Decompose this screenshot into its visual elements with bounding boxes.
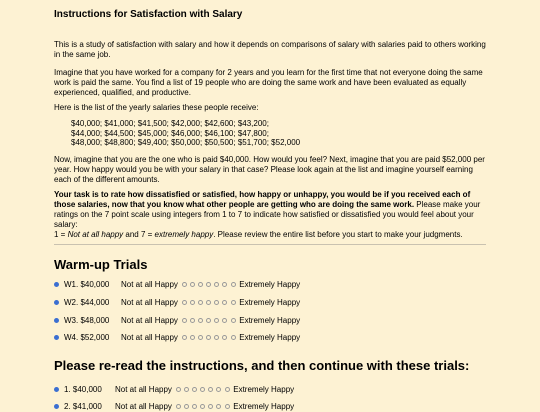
scale-low-label: Not at all Happy [121, 297, 178, 307]
rating-radio-4[interactable] [206, 335, 211, 340]
scale-high-label: Extremely Happy [239, 297, 301, 307]
trial-row [54, 331, 300, 343]
task-bold-text: Your task is to rate how dissatisfied or satisfied, how happy or unhappy, you would be if you received each of those salaries, now that you know what other people are getting who are doing the same work. [54, 190, 471, 209]
rating-radio-3[interactable] [198, 335, 203, 340]
rating-radio-5[interactable] [208, 387, 213, 392]
rating-radio-7[interactable] [231, 318, 236, 323]
rating-radio-1[interactable] [176, 404, 181, 409]
bullet-icon [54, 282, 59, 287]
rating-scale [174, 387, 231, 392]
salary-list [71, 119, 300, 148]
rating-radio-6[interactable] [222, 300, 227, 305]
trial-label: W2. $44,000 [64, 297, 110, 307]
trial-row [54, 400, 294, 412]
scenario-paragraph: Imagine that you have worked for a company for 2 years and you learn for the first time that not everyone doing the same work is paid the same. You find a list of 19 people who are doing the same work and have been evaluated as equally experienced, qualified, and productive. [54, 68, 483, 97]
divider [54, 244, 486, 245]
warmup-heading: Warm-up Trials [54, 257, 148, 272]
rating-radio-7[interactable] [225, 404, 230, 409]
salary-line: $40,000; $41,000; $41,500; $42,000; $42,600; $43,200; [71, 119, 269, 128]
scale-low-label: Not at all Happy [115, 401, 172, 411]
rating-radio-2[interactable] [190, 282, 195, 287]
task-rest-text: Please make your ratings on the 7 point scale using integers from 1 to 7 to indicate how satisfied or dissatisfied you would feel about your salary: [54, 200, 481, 229]
imagine-paragraph: Now, imagine that you are the one who is paid $40,000. How would you feel? Next, imagine that you are paid $52,000 per year. How happy would you be with your salary in that case? Please look again at the list and imagine yourself earning each of the different amounts. [54, 155, 485, 184]
rating-radio-6[interactable] [222, 282, 227, 287]
trial-row [54, 296, 300, 308]
trial-row [54, 278, 300, 290]
rating-radio-4[interactable] [206, 318, 211, 323]
scale-high-label: Extremely Happy [239, 332, 301, 342]
trial-label: W4. $52,000 [64, 332, 110, 342]
rating-radio-4[interactable] [200, 387, 205, 392]
rating-radio-4[interactable] [206, 282, 211, 287]
rating-radio-7[interactable] [231, 335, 236, 340]
scale-high-label: Extremely Happy [239, 315, 301, 325]
scale-high-label: Extremely Happy [239, 279, 301, 289]
rating-radio-2[interactable] [190, 300, 195, 305]
rating-radio-3[interactable] [198, 300, 203, 305]
rating-radio-3[interactable] [198, 282, 203, 287]
rating-radio-2[interactable] [190, 335, 195, 340]
rating-radio-3[interactable] [192, 404, 197, 409]
task-paragraph [54, 190, 486, 240]
trial-label: 1. $40,000 [64, 384, 102, 394]
rating-radio-7[interactable] [225, 387, 230, 392]
rating-radio-5[interactable] [214, 300, 219, 305]
bullet-icon [54, 318, 59, 323]
rating-radio-6[interactable] [216, 387, 221, 392]
rating-radio-1[interactable] [182, 335, 187, 340]
list-intro: Here is the list of the yearly salaries these people receive: [54, 103, 259, 112]
rating-radio-5[interactable] [214, 335, 219, 340]
salary-line: $44,000; $44,500; $45,000; $46,000; $46,100; $47,800; [71, 128, 269, 138]
salary-line: $48,000; $48,800; $49,400; $50,000; $50,500; $51,700; $52,000 [71, 138, 301, 147]
trial-label: W1. $40,000 [64, 279, 110, 289]
rating-radio-2[interactable] [184, 404, 189, 409]
scale-mid: and 7 = [123, 230, 155, 239]
rating-radio-1[interactable] [182, 282, 187, 287]
trial-label: 2. $41,000 [64, 401, 102, 411]
rating-radio-7[interactable] [231, 300, 236, 305]
trial-row [54, 383, 294, 395]
rating-radio-6[interactable] [216, 404, 221, 409]
rating-radio-2[interactable] [190, 318, 195, 323]
scale-high-label: Extremely Happy [233, 401, 295, 411]
rating-radio-5[interactable] [208, 404, 213, 409]
rating-radio-1[interactable] [182, 300, 187, 305]
bullet-icon [54, 387, 59, 392]
rating-scale [180, 300, 237, 305]
rating-radio-1[interactable] [176, 387, 181, 392]
rating-radio-3[interactable] [198, 318, 203, 323]
rating-radio-5[interactable] [214, 318, 219, 323]
trial-row [54, 314, 300, 326]
rating-radio-4[interactable] [206, 300, 211, 305]
rating-radio-4[interactable] [200, 404, 205, 409]
scale-high-label: Extremely Happy [233, 384, 295, 394]
scale-low-label: Not at all Happy [121, 315, 178, 325]
rating-radio-2[interactable] [184, 387, 189, 392]
scale-low-label: Not at all Happy [115, 384, 172, 394]
rating-radio-3[interactable] [192, 387, 197, 392]
scale-low: Not at all happy [67, 230, 124, 239]
rating-radio-6[interactable] [222, 318, 227, 323]
rating-scale [180, 335, 237, 340]
scale-suffix: . Please review the entire list before you start to make your judgments. [213, 230, 463, 239]
scale-low-label: Not at all Happy [121, 332, 178, 342]
page-title: Instructions for Satisfaction with Salary [54, 9, 243, 20]
bullet-icon [54, 300, 59, 305]
rating-radio-6[interactable] [222, 335, 227, 340]
rating-scale [180, 318, 237, 323]
rating-radio-1[interactable] [182, 318, 187, 323]
rating-scale [174, 404, 231, 409]
reread-heading: Please re-read the instructions, and then continue with these trials: [54, 358, 470, 373]
scale-prefix: 1 = [54, 230, 68, 239]
rating-radio-5[interactable] [214, 282, 219, 287]
scale-high: extremely happy [154, 230, 214, 239]
scale-low-label: Not at all Happy [121, 279, 178, 289]
bullet-icon [54, 335, 59, 340]
bullet-icon [54, 404, 59, 409]
rating-radio-7[interactable] [231, 282, 236, 287]
rating-scale [180, 282, 237, 287]
trial-label: W3. $48,000 [64, 315, 110, 325]
intro-paragraph: This is a study of satisfaction with salary and how it depends on comparisons of salary with salaries paid to others working in the same job. [54, 40, 486, 59]
